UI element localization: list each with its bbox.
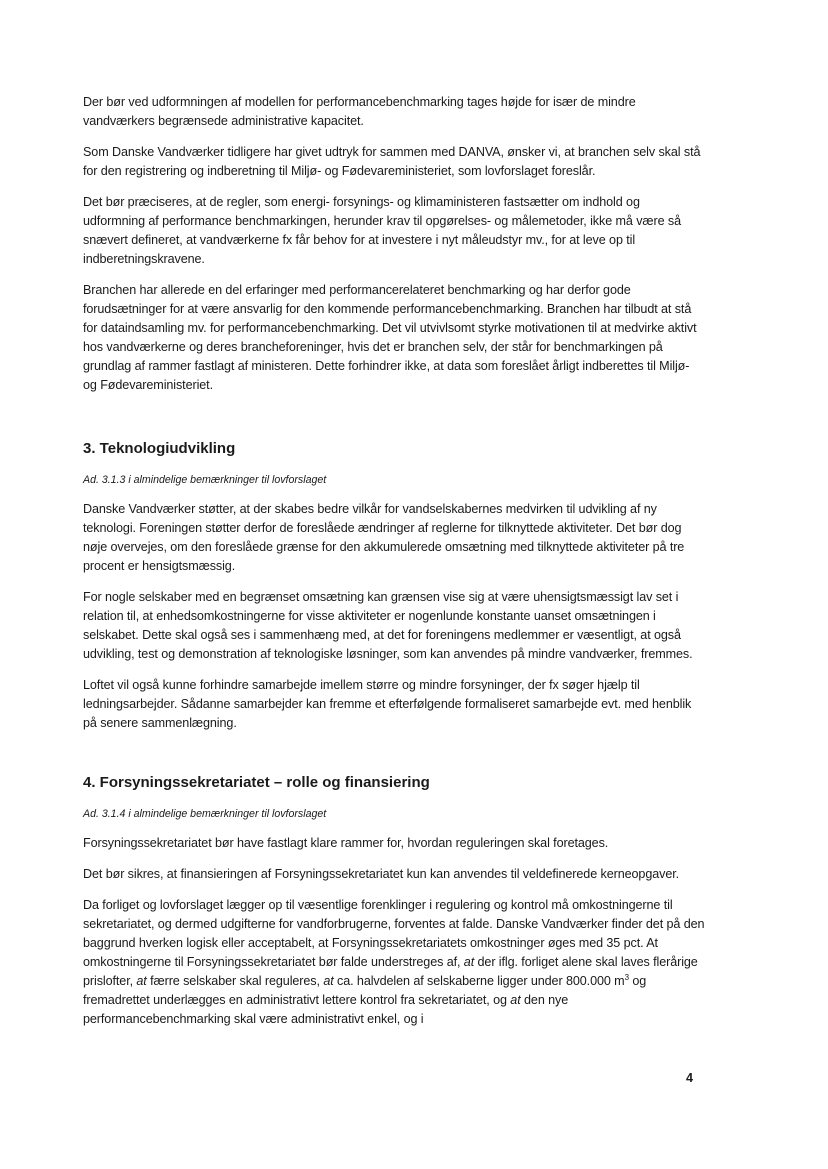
- paragraph: Som Danske Vandværker tidligere har givet udtryk for sammen med DANVA, ønsker vi, at branchen selv skal stå for den registrering og indberetning til Miljø- og Fødevareministeriet, som lovforslaget foreslår.: [83, 145, 701, 178]
- section-heading-4: 4. Forsyningssekretariatet – rolle og finansiering: [83, 774, 430, 791]
- section-heading-3: 3. Teknologiudvikling: [83, 440, 236, 457]
- emphasis: at: [136, 974, 147, 988]
- paragraph: Branchen har allerede en del erfaringer med performancerelateret benchmarking og har derfor gode forudsætninger for at være ansvarlig for den kommende performancebenchmarking. Branchen har tilbudt at stå for dataindsamling mv. for performancebenchmarking. Det vil utvivlsomt styrke motivationen til at medvirke aktivt hos vandværkerne og deres brancheforeninger, hvis det er branchen selv, der står for benchmarkingen på grundlag af rammer fastlagt af ministeren. Dette forhindrer ikke, at data som foreslået årligt indberettes til Miljø- og Fødevareministeriet.: [83, 283, 697, 392]
- paragraph: Der bør ved udformningen af modellen for performancebenchmarking tages højde for især de mindre vandværkers begrænsede administrative kapacitet.: [83, 95, 636, 128]
- paragraph: Danske Vandværker støtter, at der skabes bedre vilkår for vandselskabernes medvirken til udvikling af ny teknologi. Foreningen støtter derfor de foreslåede ændringer af reglerne for tilknyttede aktiviteter. Det bør dog nøje overvejes, om den foreslåede grænse for den akkumulerede omsætning med tilknyttede aktiviteter på tre procent er hensigtsmæssig.: [83, 502, 685, 573]
- paragraph: Det bør præciseres, at de regler, som energi- forsynings- og klimaministeren fastsætter om indhold og udformning af performance benchmarkingen, herunder krav til opgørelses- og målemetoder, ikke må være så snævert defineret, at vandværkerne fx får behov for at investere i nyt måleudstyr mv., for at leve op til indberetningskravene.: [83, 195, 681, 266]
- text-run: og fremadrettet underlægges en administrativt lettere kontrol fra sekretariatet, og: [83, 974, 647, 1007]
- superscript: 3: [624, 972, 629, 982]
- paragraph: Forsyningssekretariatet bør have fastlagt klare rammer for, hvordan reguleringen skal foretages.: [83, 836, 609, 850]
- text-run: den nye performancebenchmarking skal være administrativt enkel, og i: [83, 993, 569, 1026]
- paragraph-last: [83, 896, 705, 1029]
- section-reference: Ad. 3.1.3 i almindelige bemærkninger til lovforslaget: [83, 474, 327, 486]
- emphasis: at: [510, 993, 521, 1007]
- emphasis: at: [463, 955, 475, 969]
- paragraph: Det bør sikres, at finansieringen af Forsyningssekretariatet kun kan anvendes til veldefinerede kerneopgaver.: [83, 867, 680, 881]
- text-run: der iflg. forliget alene skal laves flerårige prislofter,: [83, 955, 698, 988]
- text-run: Da forliget og lovforslaget lægger op til væsentlige forenklinger i regulering og kontrol må omkostningerne til sekretariatet, og dermed udgifterne for vandforbrugerne, forventes at falde. Danske Vandværker finder det på den baggrund hverken logisk eller acceptabelt, at Forsyningssekretariatets omkostninger øges med 35 pct. At omkostningerne til Forsyningssekretariatet bør falde understreges af,: [83, 898, 705, 969]
- emphasis: at: [323, 974, 334, 988]
- page-number: 4: [686, 1071, 694, 1085]
- paragraph: Loftet vil også kunne forhindre samarbejde imellem større og mindre forsyninger, der fx søger hjælp til ledningsarbejder. Sådanne samarbejder kan fremme et efterfølgende formaliseret samarbejde evt. med henblik på senere sammenlægning.: [83, 678, 692, 730]
- text-run: ca. halvdelen af selskaberne ligger under 800.000 m: [333, 974, 625, 988]
- document-page: [83, 93, 705, 1041]
- text-run: færre selskaber skal reguleres,: [146, 974, 324, 988]
- paragraph: For nogle selskaber med en begrænset omsætning kan grænsen vise sig at være uhensigtsmæssigt lav set i relation til, at enhedsomkostningerne for visse aktiviteter er nogenlunde konstante uanset omsætningen i selskabet. Dette skal også ses i sammenhæng med, at det for foreningens medlemmer er væsentligt, at også udvikling, test og demonstration af teknologiske løsninger, som kan anvendes på mindre vandværker, fremmes.: [83, 590, 693, 661]
- section-reference: Ad. 3.1.4 i almindelige bemærkninger til lovforslaget: [83, 808, 327, 820]
